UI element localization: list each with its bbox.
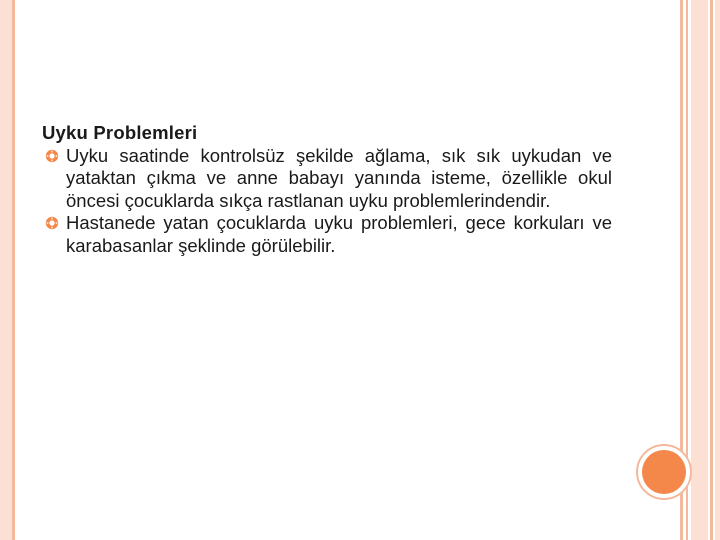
slide-title: Uyku Problemleri xyxy=(42,122,198,143)
frame-right-edge xyxy=(715,0,720,540)
decorative-circle xyxy=(642,450,686,494)
slide-content xyxy=(42,122,612,257)
bullet-text: Uyku saatinde kontrolsüz şekilde ağlama, sık sık uykudan ve yataktan çıkma ve anne babayı yanında isteme, özellikle okul öncesi çocuklarda sıkça rastlanan uyku problemlerindendir. xyxy=(66,144,612,211)
bullet-item xyxy=(42,212,612,257)
sun-bullet-icon xyxy=(45,216,59,230)
sun-bullet-icon xyxy=(45,149,59,163)
frame-right-line-3 xyxy=(710,0,713,540)
bullet-item xyxy=(42,145,612,213)
bullet-text: Hastanede yatan çocuklarda uyku problemleri, gece korkuları ve karabasanlar şeklinde görülebilir. xyxy=(66,212,612,256)
frame-left-inner xyxy=(12,0,15,540)
frame-right-band xyxy=(691,0,708,540)
frame-left-outer xyxy=(0,0,12,540)
bullet-list xyxy=(42,145,612,258)
